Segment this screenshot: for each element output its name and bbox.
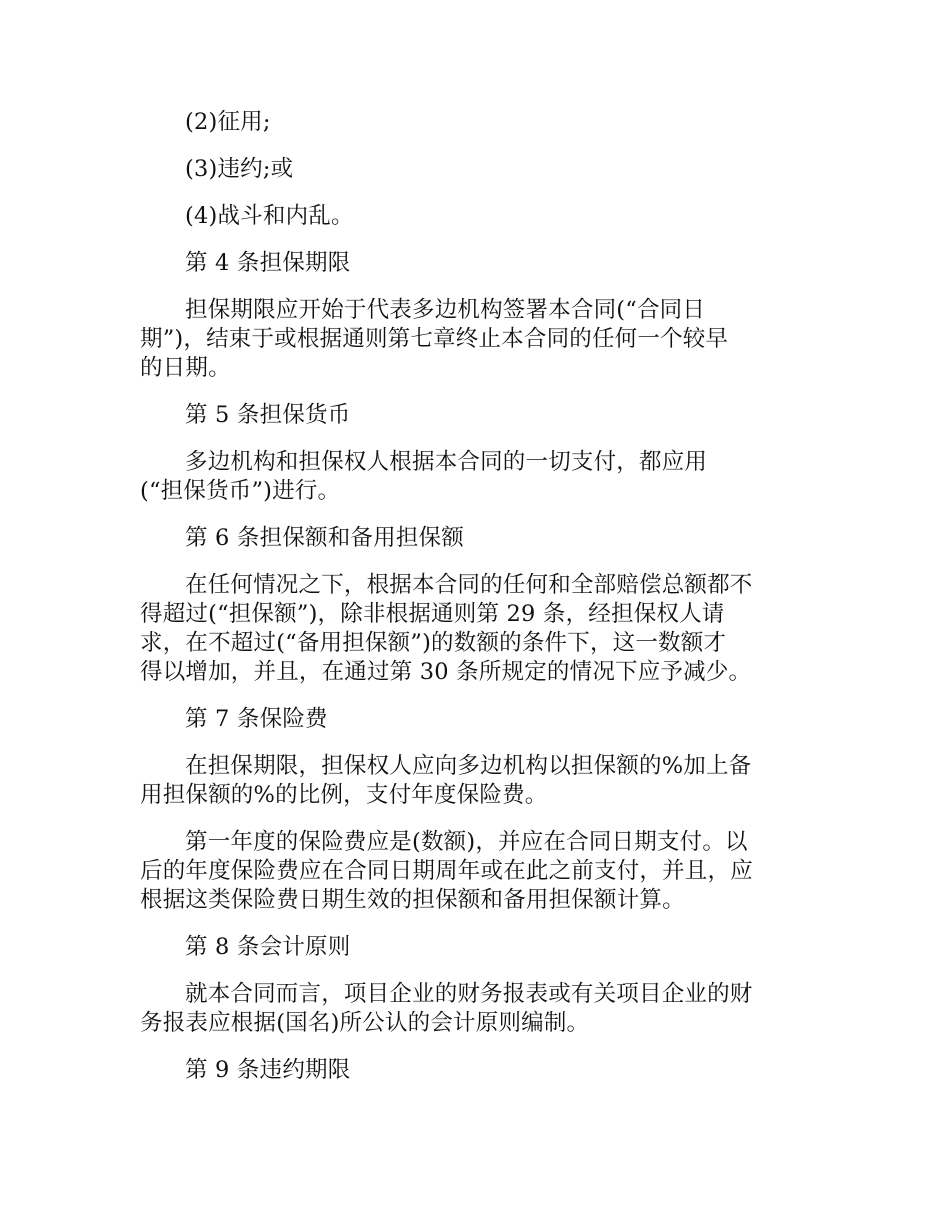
list-item-war: (4)战斗和内乱。 — [185, 203, 354, 229]
article-6-heading: 第 6 条担保额和备用担保额 — [185, 525, 464, 551]
list-item-breach: (3)违约;或 — [185, 156, 294, 182]
article-7-body-1: 在担保期限，担保权人应向多边机构以担保额的%加上备 用担保额的%的比例，支付年度保险费。 — [140, 753, 752, 808]
article-9-heading: 第 9 条违约期限 — [185, 1057, 351, 1083]
article-5-heading: 第 5 条担保货币 — [185, 402, 351, 428]
article-4-heading: 第 4 条担保期限 — [185, 250, 351, 276]
article-7-body-2: 第一年度的保险费应是(数额)，并应在合同日期支付。以 后的年度保险费应在合同日期周年或在此之前支付，并且，应 根据这类保险费日期生效的担保额和备用担保额计算。 — [140, 829, 753, 913]
article-5-body: 多边机构和担保权人根据本合同的一切支付，都应用 (“担保货币”)进行。 — [140, 449, 708, 504]
article-7-heading: 第 7 条保险费 — [185, 706, 328, 732]
article-6-body: 在任何情况之下，根据本合同的任何和全部赔偿总额都不 得超过(“担保额”)，除非根据通则第 29 条，经担保权人请 求，在不超过(“备用担保额”)的数额的条件下，这一数额才 得以增加，并且，在通过第 30 条所规定的情况下应予减少。 — [140, 572, 753, 685]
list-item-expropriation: (2)征用; — [185, 109, 271, 135]
article-4-body: 担保期限应开始于代表多边机构签署本合同(“合同日 期”)，结束于或根据通则第七章终止本合同的任何一个较早 的日期。 — [140, 297, 729, 381]
document-body — [140, 108, 820, 1103]
article-8-body: 就本合同而言，项目企业的财务报表或有关项目企业的财 务报表应根据(国名)所公认的会计原则编制。 — [140, 981, 753, 1036]
article-8-heading: 第 8 条会计原则 — [185, 934, 351, 960]
